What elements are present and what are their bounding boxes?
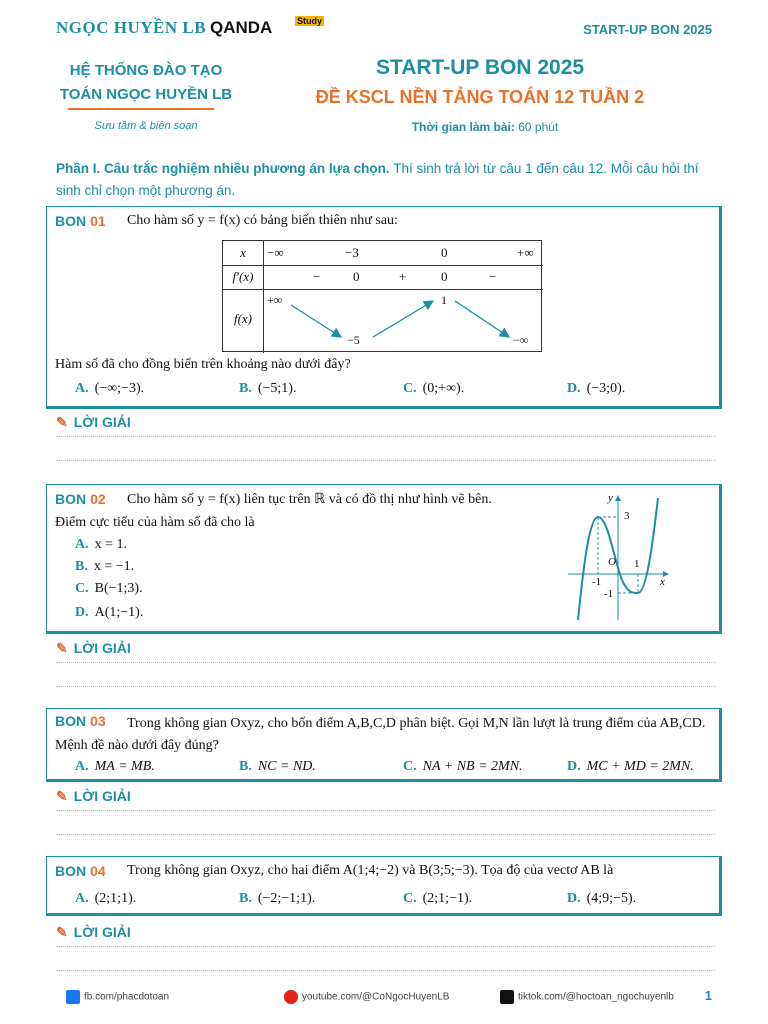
graph-tick-neg1-y: -1 — [604, 588, 614, 600]
facebook-link[interactable] — [66, 990, 169, 1004]
option-text: (−5;1). — [257, 381, 297, 396]
graph-y-label: y — [608, 492, 613, 504]
solution-label: LỜI GIẢI — [73, 640, 131, 656]
vt-x-label: x — [240, 245, 246, 260]
q4-number: 04 — [90, 863, 106, 879]
q1-option-b[interactable] — [239, 381, 296, 397]
vt-x-1: −3 — [345, 245, 359, 260]
option-letter: C. — [403, 891, 417, 906]
org-line-1: HỆ THỐNG ĐÀO TẠO — [69, 62, 223, 79]
option-text: (−3;0). — [586, 381, 626, 396]
vt-fp-0: − — [313, 269, 321, 284]
option-letter: B. — [239, 891, 252, 906]
vt-f-0: +∞ — [267, 293, 283, 307]
q4-option-d[interactable] — [567, 891, 636, 907]
facebook-text: fb.com/phacdotoan — [84, 991, 170, 1003]
vt-fp-1: 0 — [353, 269, 360, 284]
facebook-icon — [66, 990, 80, 1004]
org-divider — [68, 108, 214, 110]
option-letter: D. — [567, 891, 581, 906]
q2-number: 02 — [90, 491, 106, 507]
q4-option-a[interactable] — [75, 891, 136, 907]
option-letter: C. — [403, 381, 417, 396]
option-letter: B. — [239, 381, 252, 396]
option-letter: D. — [567, 381, 581, 396]
option-text: MA = MB. — [94, 759, 155, 774]
vt-fp-2: + — [399, 269, 407, 284]
option-text: MC + MD = 2MN. — [586, 759, 694, 774]
graph-x-label: x — [660, 576, 665, 588]
time-label: Thời gian làm bài: — [411, 120, 515, 134]
brand-logo: NGỌC HUYỀN LB — [56, 18, 207, 37]
answer-line — [56, 970, 716, 971]
option-letter: C. — [75, 581, 89, 596]
q1-option-d[interactable] — [567, 381, 625, 397]
option-letter: B. — [239, 759, 252, 774]
graph-tick-3: 3 — [624, 510, 630, 522]
answer-line — [56, 686, 716, 687]
pencil-icon: ✎ — [56, 640, 68, 656]
solution-label: LỜI GIẢI — [73, 924, 131, 940]
answer-line — [56, 946, 716, 947]
option-text: x = 1. — [94, 537, 128, 552]
exam-time — [340, 120, 630, 134]
page-number: 1 — [704, 988, 712, 1003]
graph-tick-1: 1 — [634, 558, 640, 570]
q2-option-c[interactable] — [75, 581, 143, 597]
collected-note: Sưu tầm & biên soạn — [94, 120, 198, 132]
q2-label: BON — [55, 491, 87, 507]
q1-number: 01 — [90, 213, 106, 229]
youtube-link[interactable] — [284, 990, 449, 1004]
question-box-4 — [46, 856, 722, 916]
vt-x-0: −∞ — [267, 245, 284, 260]
solution-label: LỜI GIẢI — [73, 788, 131, 804]
question-label-1 — [55, 213, 106, 231]
q4-label: BON — [55, 863, 87, 879]
q1-question: Hàm số đã cho đồng biến trên khoảng nào dưới đây? — [55, 357, 351, 372]
q2-option-b[interactable] — [75, 559, 134, 575]
q4-option-b[interactable] — [239, 891, 315, 907]
q4-option-c[interactable] — [403, 891, 472, 907]
time-value: 60 phút — [518, 120, 559, 134]
q1-label: BON — [55, 213, 87, 229]
q3-option-b[interactable] — [239, 759, 316, 775]
youtube-icon — [284, 990, 298, 1004]
tiktok-icon — [500, 990, 514, 1004]
option-text: NA + NB = 2MN. — [422, 759, 523, 774]
part-heading: Phần I. Câu trắc nghiệm nhiều phương án lựa chọn. — [56, 161, 390, 176]
q2-option-d[interactable] — [75, 605, 143, 621]
option-text: (2;1;−1). — [422, 891, 473, 906]
vt-fp-4: − — [489, 269, 497, 284]
pencil-icon: ✎ — [56, 788, 68, 804]
pencil-icon: ✎ — [56, 924, 68, 940]
option-text: (−∞;−3). — [94, 381, 145, 396]
q2-stem: Cho hàm số y = f(x) liên tục trên ℝ và có đồ thị như hình vẽ bên. — [127, 492, 492, 507]
answer-line — [56, 810, 716, 811]
header-title: START-UP BON 2025 — [583, 22, 712, 37]
part-text: Thí sinh trả lời từ câu 1 đến câu 12. Mỗi câu hỏi thí sinh chỉ chọn một phương án. — [56, 161, 699, 198]
vt-f-label: f(x) — [233, 311, 253, 326]
vt-x-3: +∞ — [517, 245, 534, 260]
option-text: NC = ND. — [257, 759, 316, 774]
q4-stem: Trong không gian Oxyz, cho hai điểm A(1;4;−2) và B(3;5;−3). Tọa độ của vectơ AB là — [127, 863, 614, 878]
option-text: x = −1. — [93, 559, 135, 574]
q2-question: Điểm cực tiểu của hàm số đã cho là — [55, 515, 255, 530]
pencil-icon: ✎ — [56, 414, 68, 430]
q1-option-a[interactable] — [75, 381, 144, 397]
q1-option-c[interactable] — [403, 381, 464, 397]
option-text: (0;+∞). — [422, 381, 465, 396]
vt-f-1: −5 — [347, 333, 360, 347]
vt-arrows — [223, 241, 543, 353]
option-letter: A. — [75, 537, 89, 552]
youtube-text: youtube.com/@CoNgocHuyenLB — [302, 991, 450, 1003]
option-text: (2;1;1). — [94, 891, 137, 906]
solution-heading-2 — [56, 640, 131, 657]
solution-heading-3 — [56, 788, 131, 805]
q2-option-a[interactable] — [75, 537, 127, 553]
solution-label: LỜI GIẢI — [73, 414, 131, 430]
answer-line — [56, 662, 716, 663]
part-instructions — [56, 158, 716, 202]
graph-tick-neg1-x: -1 — [592, 576, 602, 588]
exam-subtitle: ĐỀ KSCL NỀN TẢNG TOÁN 12 TUẦN 2 — [315, 87, 645, 107]
tiktok-link[interactable] — [500, 990, 674, 1004]
question-label-4 — [55, 863, 106, 881]
tiktok-text: tiktok.com/@hoctoan_ngochuyenlb — [518, 991, 674, 1003]
vt-f-2: 1 — [441, 293, 447, 307]
vt-x-2: 0 — [441, 245, 448, 260]
vt-f-3: −∞ — [513, 333, 529, 347]
vt-fp-label: f′(x) — [232, 269, 254, 284]
option-text: (4;9;−5). — [586, 891, 637, 906]
option-letter: A. — [75, 381, 89, 396]
q3-option-c[interactable] — [403, 759, 523, 775]
question-box-3 — [46, 708, 722, 782]
partner-logo: QANDA — [210, 18, 273, 37]
option-text: (−2;−1;1). — [257, 891, 316, 906]
solution-heading-4 — [56, 924, 131, 941]
q1-stem: Cho hàm số y = f(x) có bảng biến thiên như sau: — [127, 213, 398, 228]
option-text: A(1;−1). — [94, 605, 144, 620]
answer-line — [56, 460, 716, 461]
option-letter: C. — [403, 759, 417, 774]
answer-line — [56, 834, 716, 835]
option-letter: D. — [75, 605, 89, 620]
question-label-2 — [55, 491, 106, 509]
option-letter: A. — [75, 759, 89, 774]
org-line-2: TOÁN NGỌC HUYỀN LB — [59, 86, 233, 103]
q3-stem: Trong không gian Oxyz, cho bốn điểm A,B,C,D phân biệt. Gọi M,N lần lượt là trung điểm của AB,CD. Mệnh đề nào dưới đây đúng? — [55, 716, 706, 753]
solution-heading-1 — [56, 414, 131, 431]
option-text: B(−1;3). — [94, 581, 143, 596]
function-graph — [564, 490, 684, 626]
option-letter: D. — [567, 759, 581, 774]
q3-option-a[interactable] — [75, 759, 155, 775]
option-letter: B. — [75, 559, 88, 574]
partner-logo-sub: Study — [297, 16, 323, 26]
q3-number: 03 — [90, 713, 106, 729]
footer — [0, 980, 768, 1024]
option-letter: A. — [75, 891, 89, 906]
q3-option-d[interactable] — [567, 759, 694, 775]
q3-label: BON — [55, 713, 87, 729]
answer-line — [56, 436, 716, 437]
vt-fp-3: 0 — [441, 269, 448, 284]
variation-table — [222, 240, 542, 352]
exam-title: START-UP BON 2025 — [375, 56, 585, 79]
graph-origin: O — [608, 556, 616, 568]
